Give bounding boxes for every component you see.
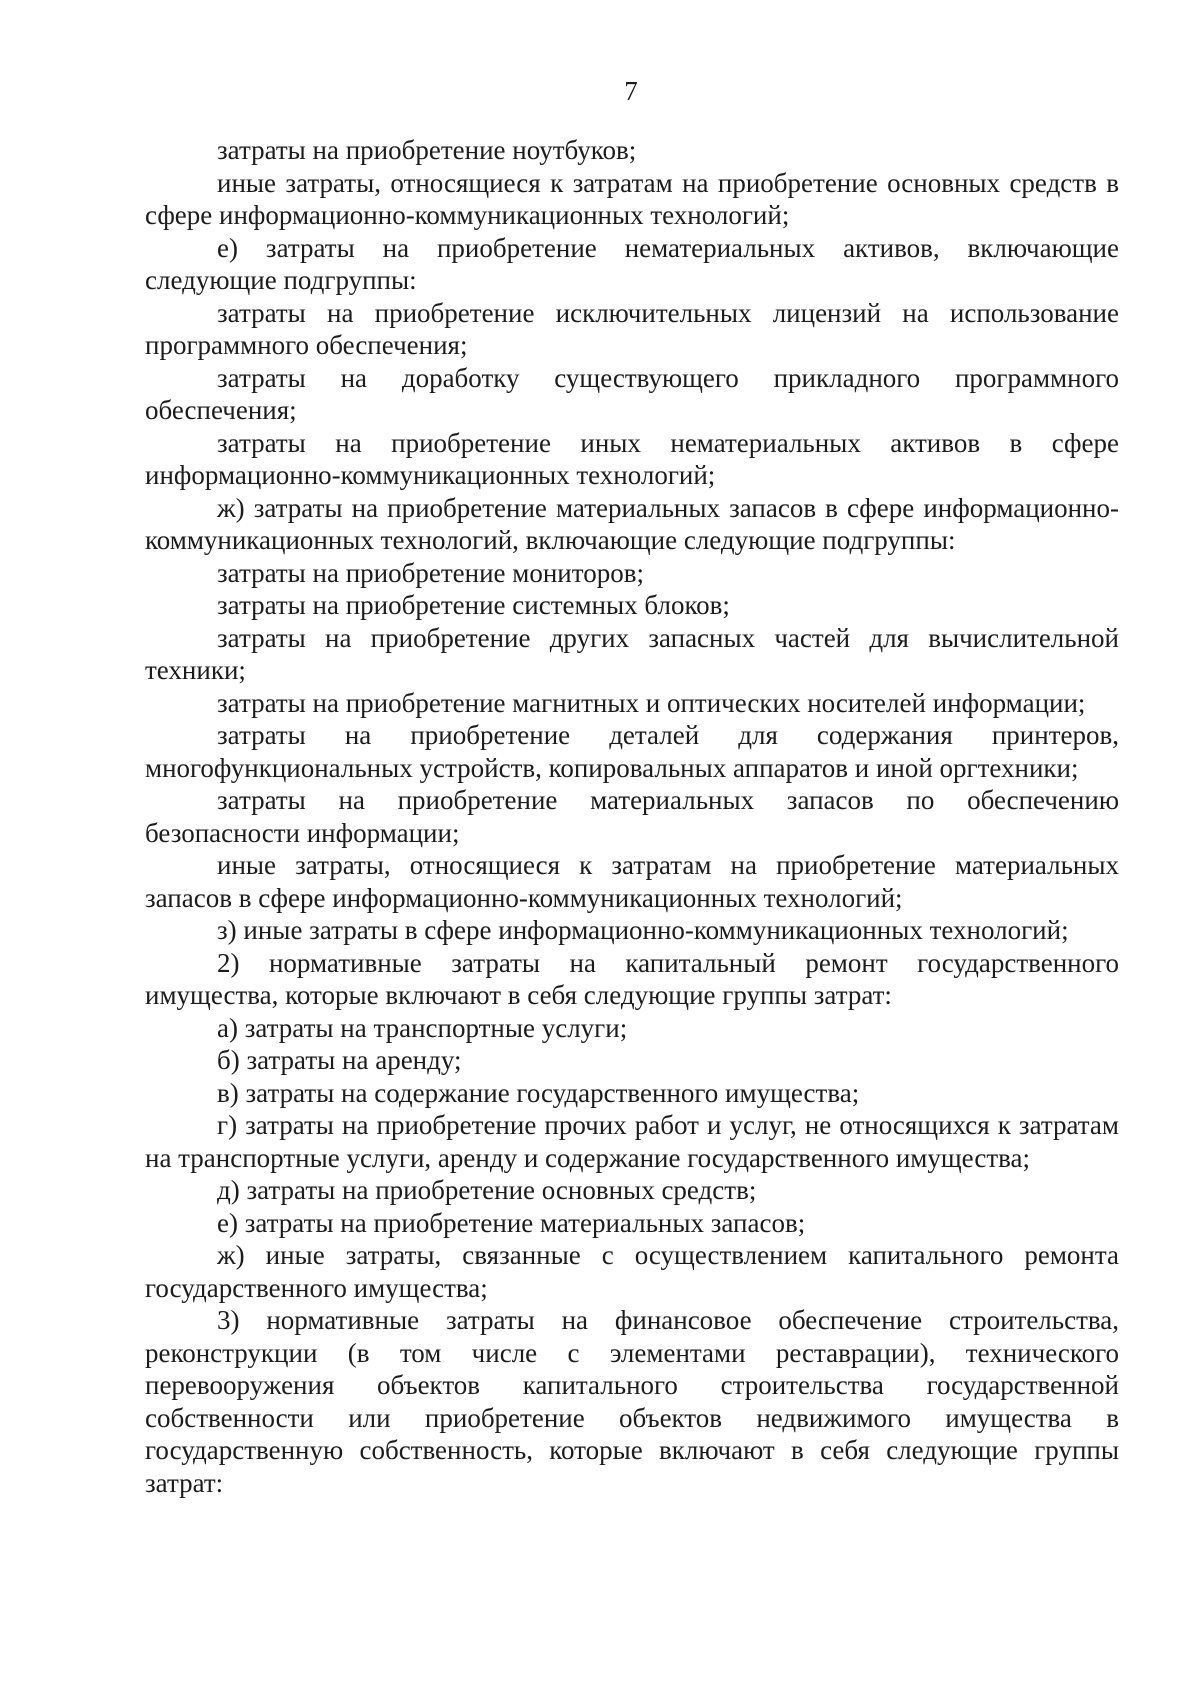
paragraph: г) затраты на приобретение прочих работ и услуг, не относящихся к затратам на транспортные услуги, аренду и содержание государственного имущества; xyxy=(145,1110,1119,1173)
paragraph: 2) нормативные затраты на капитальный ремонт государственного имущества, которые включают в себя следующие группы затрат: xyxy=(145,947,1119,1010)
paragraph: затраты на приобретение мониторов; xyxy=(217,557,644,588)
paragraph: в) затраты на содержание государственного имущества; xyxy=(217,1077,860,1108)
paragraph: д) затраты на приобретение основных средств; xyxy=(217,1175,757,1205)
paragraph: е) затраты на приобретение нематериальных активов, включающие следующие подгруппы: xyxy=(145,232,1119,295)
paragraph: затраты на приобретение деталей для содержания принтеров, многофункциональных устройств, копировальных аппаратов и иной оргтехники; xyxy=(145,720,1119,783)
paragraph: а) затраты на транспортные услуги; xyxy=(217,1012,628,1043)
paragraph: затраты на доработку существующего прикладного программного обеспечения; xyxy=(145,362,1119,425)
paragraph: б) затраты на аренду; xyxy=(217,1045,462,1075)
paragraph: затраты на приобретение других запасных частей для вычислительной техники; xyxy=(145,622,1119,685)
paragraph: з) иные затраты в сфере информационно-коммуникационных технологий; xyxy=(217,915,1069,945)
paragraph: затраты на приобретение исключительных лицензий на использование программного обеспечения; xyxy=(145,297,1119,360)
paragraph: затраты на приобретение ноутбуков; xyxy=(217,135,637,165)
paragraph: затраты на приобретение иных нематериальных активов в сфере информационно-коммуникационных технологий; xyxy=(145,427,1119,490)
document-body xyxy=(145,134,1119,1499)
paragraph: иные затраты, относящиеся к затратам на приобретение материальных запасов в сфере информационно-коммуникационных технологий; xyxy=(145,850,1119,913)
paragraph: 3) нормативные затраты на финансовое обеспечение строительства, реконструкции (в том числе с элементами реставрации), технического перевооружения объектов капитального строительства государственной собственности или приобретение объектов недвижимого имущества в государственную собственность, которые включают в себя следующие группы затрат: xyxy=(145,1305,1119,1498)
paragraph: затраты на приобретение магнитных и оптических носителей информации; xyxy=(217,687,1086,718)
paragraph: иные затраты, относящиеся к затратам на приобретение основных средств в сфере информационно-коммуникационных технологий; xyxy=(145,167,1119,230)
paragraph: затраты на приобретение системных блоков; xyxy=(217,590,730,620)
paragraph: ж) затраты на приобретение материальных запасов в сфере информационно-коммуникационных технологий, включающие следующие подгруппы: xyxy=(145,492,1119,555)
paragraph: ж) иные затраты, связанные с осуществлением капитального ремонта государственного имущества; xyxy=(145,1240,1119,1303)
paragraph: затраты на приобретение материальных запасов по обеспечению безопасности информации; xyxy=(145,785,1119,848)
paragraph: е) затраты на приобретение материальных запасов; xyxy=(217,1207,806,1238)
page-number: 7 xyxy=(624,76,638,106)
